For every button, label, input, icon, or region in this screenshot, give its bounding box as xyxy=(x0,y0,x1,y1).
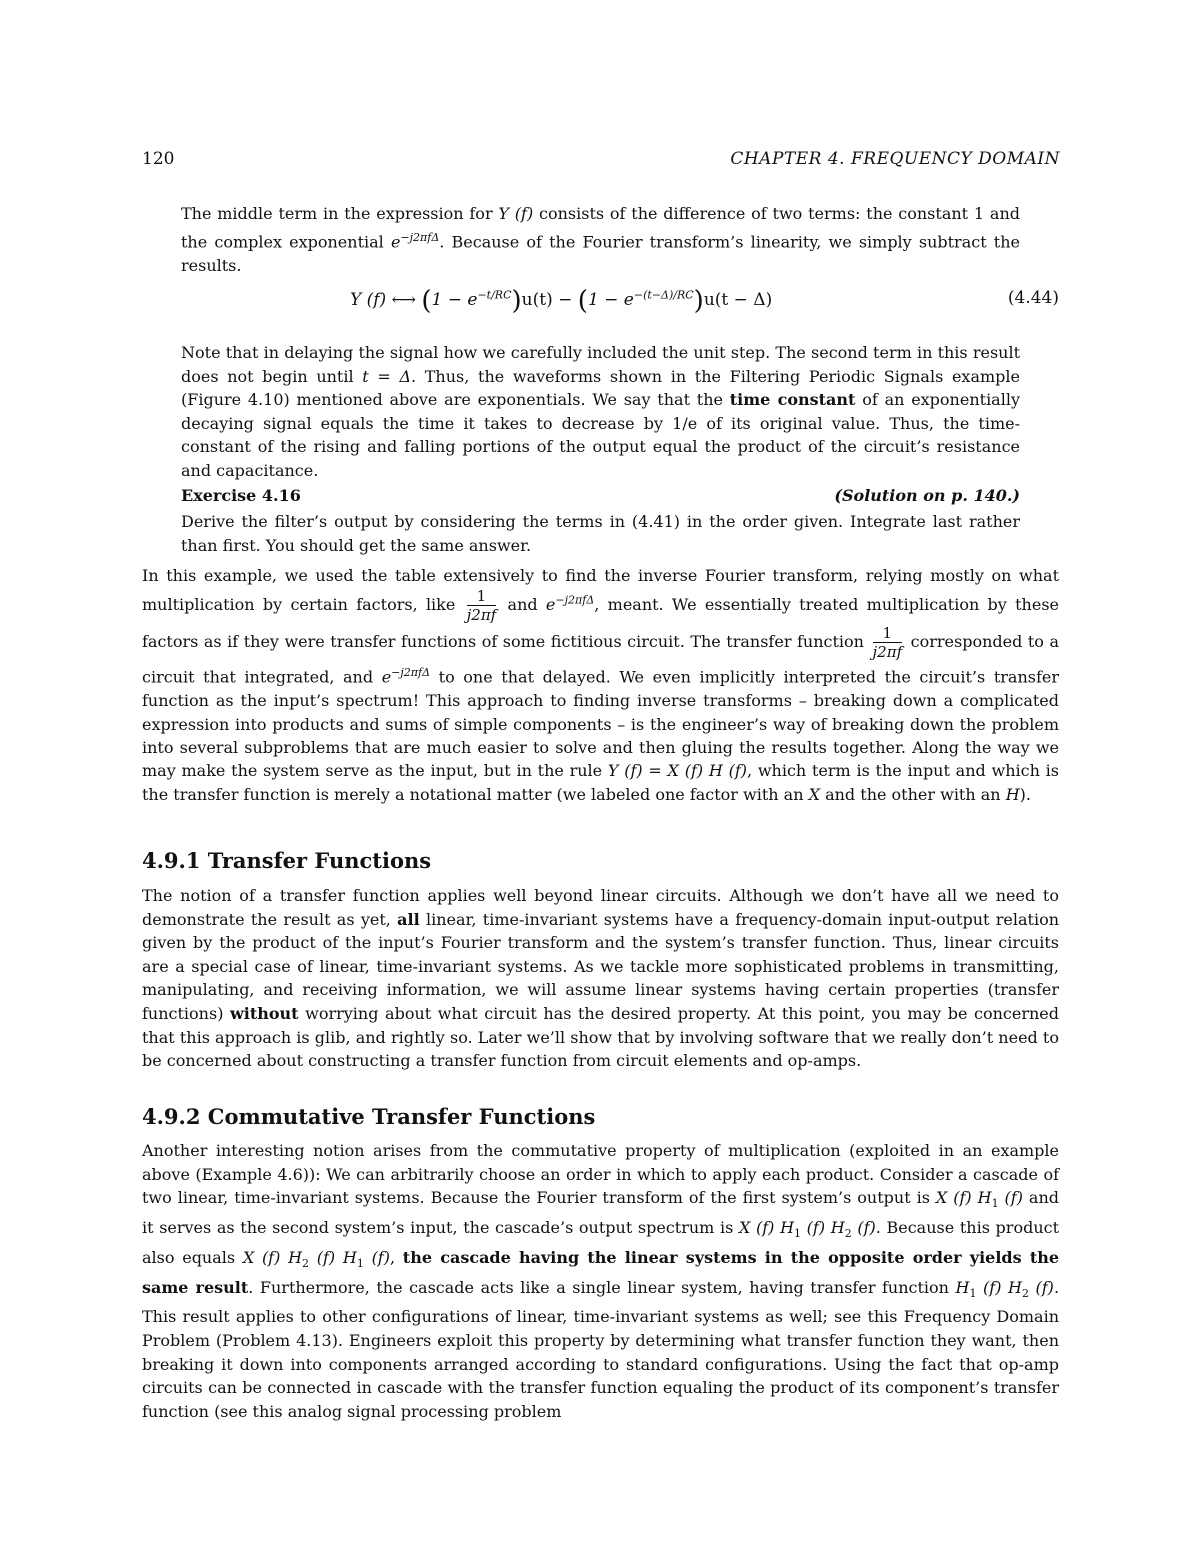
section-title-4-9-2: 4.9.2 Commutative Transfer Functions xyxy=(142,1104,596,1129)
chapter-heading: CHAPTER 4. FREQUENCY DOMAIN xyxy=(730,149,1060,169)
exercise-text: Derive the filter’s output by considering the terms in (4.41) in the order given. Integrate last rather than first. You should get the same answer. xyxy=(181,512,1020,555)
solution-link[interactable]: (Solution on p. 140.) xyxy=(834,486,1020,505)
example-paragraph: In this example, we used the table extensively to find the inverse Fourier transform, relying mostly on what multiplication by certain factors, like $\frac{1}{j2\pi f}$ and $e^{-j2\pi f\Delta}$, meant. We essentially treated multiplication by these factors as if they were transfer functions of some fictitious circuit. The transfer function $\frac{1}{j2\pi f}$ corresponded to a circuit that integrated, and $e^{-j2\pi f\Delta}$ to one that delayed. We even implicitly interpreted the circuit’s transfer function as the input’s spectrum! This approach to finding inverse transforms – breaking down a complicated expression into products and sums of simple components – is the engineer’s way of breaking down the problem into several subproblems that are much easier to solve and then gluing the results together. Along the way we may make the system serve as the input, but in the rule Y (f) = X (f) H (f), which term is the input and which is the transfer function is merely a notational matter (we labeled one factor with an X and the other with an H). xyxy=(142,566,1060,804)
page-number: 120 xyxy=(142,149,175,169)
equation-4-44: Y (f) ⟷ $(1 - e^{-t/RC})u(t) - (1 - e^{-(t-\Delta)/RC})u(t - \Delta)$ (4.44) xyxy=(350,286,1059,316)
exercise-heading xyxy=(181,486,1020,505)
intro-paragraph: The middle term in the expression for Y (f) consists of the difference of two terms: the constant 1 and the complex exponential $e^{-j2\pi f\Delta}$. Because of the Fourier transform’s linearity, we simply subtract the results. xyxy=(181,204,1020,275)
section-title-4-9-1: 4.9.1 Transfer Functions xyxy=(142,848,432,873)
section-4-9-2-paragraph: Another interesting notion arises from the commutative property of multiplication (exploited in an example above (Example 4.6)): We can arbitrarily choose an order in which to apply each product. Consider a cascade of two linear, time-invariant systems. Because the Fourier transform of the first system’s output is X (f) $H_1$ (f) and it serves as the second system’s input, the cascade’s output spectrum is X (f) $H_1$ (f) $H_2$ (f). Because this product also equals X (f) $H_2$ (f) $H_1$ (f), the cascade having the linear systems in the opposite order yields the same result. Furthermore, the cascade acts like a single linear system, having transfer function $H_1$ (f) $H_2$ (f). This result applies to other configurations of linear, time-invariant systems as well; see this Frequency Domain Problem (Problem 4.13). Engineers exploit this property by determining what transfer function they want, then breaking it down into components arranged according to standard configurations. Using the fact that op-amp circuits can be connected in cascade with the transfer function equaling the product of its component’s transfer function (see this analog signal processing problem xyxy=(142,1141,1060,1421)
note-paragraph: Note that in delaying the signal how we carefully included the unit step. The second term in this result does not begin until t = Δ. Thus, the waveforms shown in the Filtering Periodic Signals example (Figure 4.10) mentioned above are exponentials. We say that the time constant of an exponentially decaying signal equals the time it takes to decrease by 1/e of its original value. Thus, the time-constant of the rising and falling portions of the output equal the product of the circuit’s resistance and capacitance. xyxy=(181,343,1020,480)
exercise-title: Exercise 4.16 xyxy=(181,486,301,505)
section-4-9-1-paragraph: The notion of a transfer function applies well beyond linear circuits. Although we don’t have all we need to demonstrate the result as yet, all linear, time-invariant systems have a frequency-domain input-output relation given by the product of the input’s Fourier transform and the system’s transfer function. Thus, linear circuits are a special case of linear, time-invariant systems. As we tackle more sophisticated problems in transmitting, manipulating, and receiving information, we will assume linear systems having certain properties (transfer functions) without worrying about what circuit has the desired property. At this point, you may be concerned that this approach is glib, and rightly so. Later we’ll show that by involving software that we really don’t need to be concerned about constructing a transfer function from circuit elements and op-amps. xyxy=(142,886,1060,1071)
equation-number: (4.44) xyxy=(1007,288,1059,308)
fraction-1-over-j2pif-2: $\frac{1}{j2\pi f}$ xyxy=(872,624,903,662)
fraction-1-over-j2pif: $\frac{1}{j2\pi f}$ xyxy=(466,587,497,625)
